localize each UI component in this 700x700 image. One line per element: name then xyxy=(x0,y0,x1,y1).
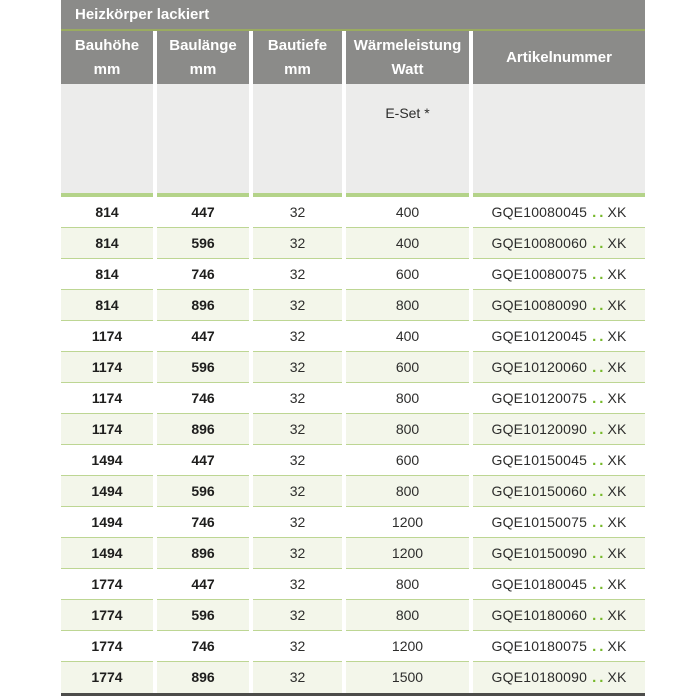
cell-artikelnummer xyxy=(473,352,645,383)
cell-bauhoehe: 814 xyxy=(61,290,153,321)
artikel-suffix: XK xyxy=(607,514,627,530)
table-row xyxy=(61,476,645,507)
cell-bautiefe: 32 xyxy=(253,352,342,383)
cell-bautiefe: 32 xyxy=(253,414,342,445)
table-row xyxy=(61,290,645,321)
artikel-green-dots: .. xyxy=(592,390,607,407)
artikel-suffix: XK xyxy=(607,359,627,375)
table-row xyxy=(61,321,645,352)
cell-bauhoehe: 814 xyxy=(61,197,153,228)
artikel-code: GQE10080075 xyxy=(491,266,588,282)
cell-baulaenge: 896 xyxy=(157,290,249,321)
artikel-code: GQE10120075 xyxy=(491,390,588,406)
cell-baulaenge: 896 xyxy=(157,538,249,569)
cell-baulaenge: 746 xyxy=(157,507,249,538)
table-row xyxy=(61,352,645,383)
cell-baulaenge: 746 xyxy=(157,631,249,662)
subheader-row xyxy=(61,84,645,193)
artikel-green-dots: .. xyxy=(592,204,607,221)
column-header-baulaenge xyxy=(157,31,249,84)
artikel-suffix: XK xyxy=(607,235,627,251)
column-header-bautiefe xyxy=(253,31,342,84)
artikel-suffix: XK xyxy=(607,576,627,592)
table-row xyxy=(61,383,645,414)
cell-bauhoehe: 1174 xyxy=(61,352,153,383)
artikel-code: GQE10080090 xyxy=(491,297,588,313)
cell-artikelnummer xyxy=(473,414,645,445)
cell-bautiefe: 32 xyxy=(253,600,342,631)
artikel-code: GQE10180060 xyxy=(491,607,588,623)
artikel-green-dots: .. xyxy=(592,452,607,469)
table-row xyxy=(61,662,645,693)
table-title: Heizkörper lackiert xyxy=(61,0,645,29)
cell-bauhoehe: 1774 xyxy=(61,662,153,693)
artikel-code: GQE10120060 xyxy=(491,359,588,375)
cell-artikelnummer xyxy=(473,445,645,476)
cell-bautiefe: 32 xyxy=(253,538,342,569)
spec-table xyxy=(61,0,645,696)
cell-bautiefe: 32 xyxy=(253,290,342,321)
artikel-code: GQE10180075 xyxy=(491,638,588,654)
cell-bauhoehe: 1774 xyxy=(61,631,153,662)
artikel-green-dots: .. xyxy=(592,297,607,314)
column-header-bauhoehe xyxy=(61,31,153,84)
table-row xyxy=(61,414,645,445)
cell-bauhoehe: 1494 xyxy=(61,476,153,507)
cell-artikelnummer xyxy=(473,662,645,693)
artikel-suffix: XK xyxy=(607,607,627,623)
cell-bauhoehe: 1174 xyxy=(61,321,153,352)
table-body xyxy=(61,197,645,693)
artikel-green-dots: .. xyxy=(592,576,607,593)
column-label: Baulänge xyxy=(169,37,237,55)
cell-watt: 600 xyxy=(346,259,469,290)
cell-watt: 400 xyxy=(346,197,469,228)
table-row xyxy=(61,600,645,631)
cell-bauhoehe: 1494 xyxy=(61,507,153,538)
table-row xyxy=(61,507,645,538)
cell-bautiefe: 32 xyxy=(253,321,342,352)
cell-bautiefe: 32 xyxy=(253,259,342,290)
artikel-green-dots: .. xyxy=(592,359,607,376)
artikel-green-dots: .. xyxy=(592,266,607,283)
cell-watt: 1200 xyxy=(346,507,469,538)
subheader-cell xyxy=(253,84,342,193)
artikel-green-dots: .. xyxy=(592,483,607,500)
artikel-green-dots: .. xyxy=(592,235,607,252)
artikel-code: GQE10150090 xyxy=(491,545,588,561)
table-row xyxy=(61,259,645,290)
cell-watt: 1500 xyxy=(346,662,469,693)
cell-artikelnummer xyxy=(473,259,645,290)
column-header-waermeleistung xyxy=(346,31,469,84)
cell-baulaenge: 896 xyxy=(157,662,249,693)
cell-bauhoehe: 814 xyxy=(61,259,153,290)
artikel-suffix: XK xyxy=(607,545,627,561)
cell-bauhoehe: 814 xyxy=(61,228,153,259)
artikel-code: GQE10180045 xyxy=(491,576,588,592)
cell-bauhoehe: 1494 xyxy=(61,538,153,569)
cell-bautiefe: 32 xyxy=(253,631,342,662)
cell-watt: 800 xyxy=(346,290,469,321)
cell-artikelnummer xyxy=(473,383,645,414)
artikel-code: GQE10150075 xyxy=(491,514,588,530)
cell-baulaenge: 596 xyxy=(157,352,249,383)
cell-baulaenge: 447 xyxy=(157,321,249,352)
artikel-code: GQE10120090 xyxy=(491,421,588,437)
cell-watt: 800 xyxy=(346,600,469,631)
artikel-code: GQE10120045 xyxy=(491,328,588,344)
cell-bautiefe: 32 xyxy=(253,197,342,228)
cell-bautiefe: 32 xyxy=(253,662,342,693)
artikel-green-dots: .. xyxy=(592,545,607,562)
subheader-eset-label: E-Set * xyxy=(346,84,469,193)
artikel-suffix: XK xyxy=(607,483,627,499)
artikel-code: GQE10080045 xyxy=(491,204,588,220)
table-row xyxy=(61,569,645,600)
table-row xyxy=(61,228,645,259)
column-label: Bauhöhe xyxy=(74,37,140,55)
cell-bautiefe: 32 xyxy=(253,569,342,600)
column-label: Bautiefe xyxy=(267,37,328,55)
cell-baulaenge: 596 xyxy=(157,228,249,259)
table-row xyxy=(61,445,645,476)
cell-artikelnummer xyxy=(473,600,645,631)
cell-baulaenge: 746 xyxy=(157,383,249,414)
artikel-code: GQE10080060 xyxy=(491,235,588,251)
cell-bautiefe: 32 xyxy=(253,445,342,476)
cell-watt: 1200 xyxy=(346,538,469,569)
cell-artikelnummer xyxy=(473,507,645,538)
cell-watt: 800 xyxy=(346,383,469,414)
artikel-green-dots: .. xyxy=(592,421,607,438)
table-row xyxy=(61,631,645,662)
artikel-green-dots: .. xyxy=(592,607,607,624)
cell-bauhoehe: 1174 xyxy=(61,414,153,445)
cell-bautiefe: 32 xyxy=(253,476,342,507)
cell-baulaenge: 596 xyxy=(157,600,249,631)
cell-watt: 600 xyxy=(346,445,469,476)
cell-artikelnummer xyxy=(473,228,645,259)
cell-baulaenge: 596 xyxy=(157,476,249,507)
cell-watt: 600 xyxy=(346,352,469,383)
cell-artikelnummer xyxy=(473,290,645,321)
cell-baulaenge: 447 xyxy=(157,197,249,228)
column-label: Artikelnummer xyxy=(506,48,612,66)
cell-watt: 800 xyxy=(346,476,469,507)
artikel-green-dots: .. xyxy=(592,669,607,686)
artikel-suffix: XK xyxy=(607,297,627,313)
subheader-cell xyxy=(61,84,153,193)
cell-bauhoehe: 1494 xyxy=(61,445,153,476)
artikel-suffix: XK xyxy=(607,638,627,654)
column-unit: mm xyxy=(284,60,311,78)
subheader-cell xyxy=(473,84,645,193)
cell-watt: 1200 xyxy=(346,631,469,662)
cell-bauhoehe: 1774 xyxy=(61,569,153,600)
artikel-suffix: XK xyxy=(607,328,627,344)
artikel-green-dots: .. xyxy=(592,638,607,655)
artikel-code: GQE10150060 xyxy=(491,483,588,499)
column-unit: Watt xyxy=(391,60,424,78)
column-header-artikelnummer xyxy=(473,31,645,84)
cell-artikelnummer xyxy=(473,569,645,600)
artikel-suffix: XK xyxy=(607,390,627,406)
column-label: Wärmeleistung xyxy=(353,37,462,55)
artikel-suffix: XK xyxy=(607,204,627,220)
cell-bautiefe: 32 xyxy=(253,228,342,259)
cell-bauhoehe: 1774 xyxy=(61,600,153,631)
cell-watt: 800 xyxy=(346,414,469,445)
cell-watt: 400 xyxy=(346,321,469,352)
header-row xyxy=(61,31,645,84)
cell-baulaenge: 746 xyxy=(157,259,249,290)
cell-artikelnummer xyxy=(473,321,645,352)
cell-baulaenge: 447 xyxy=(157,445,249,476)
cell-baulaenge: 896 xyxy=(157,414,249,445)
table-bottom-rule xyxy=(61,693,645,696)
cell-artikelnummer xyxy=(473,197,645,228)
column-unit: mm xyxy=(189,60,217,78)
cell-watt: 400 xyxy=(346,228,469,259)
cell-watt: 800 xyxy=(346,569,469,600)
artikel-suffix: XK xyxy=(607,421,627,437)
artikel-code: GQE10150045 xyxy=(491,452,588,468)
cell-bautiefe: 32 xyxy=(253,383,342,414)
cell-bautiefe: 32 xyxy=(253,507,342,538)
artikel-suffix: XK xyxy=(607,669,627,685)
cell-baulaenge: 447 xyxy=(157,569,249,600)
column-unit: mm xyxy=(93,60,121,78)
cell-artikelnummer xyxy=(473,631,645,662)
cell-artikelnummer xyxy=(473,476,645,507)
artikel-code: GQE10180090 xyxy=(491,669,588,685)
artikel-green-dots: .. xyxy=(592,514,607,531)
table-row xyxy=(61,197,645,228)
cell-bauhoehe: 1174 xyxy=(61,383,153,414)
artikel-green-dots: .. xyxy=(592,328,607,345)
artikel-suffix: XK xyxy=(607,452,627,468)
cell-artikelnummer xyxy=(473,538,645,569)
artikel-suffix: XK xyxy=(607,266,627,282)
table-row xyxy=(61,538,645,569)
subheader-cell xyxy=(157,84,249,193)
